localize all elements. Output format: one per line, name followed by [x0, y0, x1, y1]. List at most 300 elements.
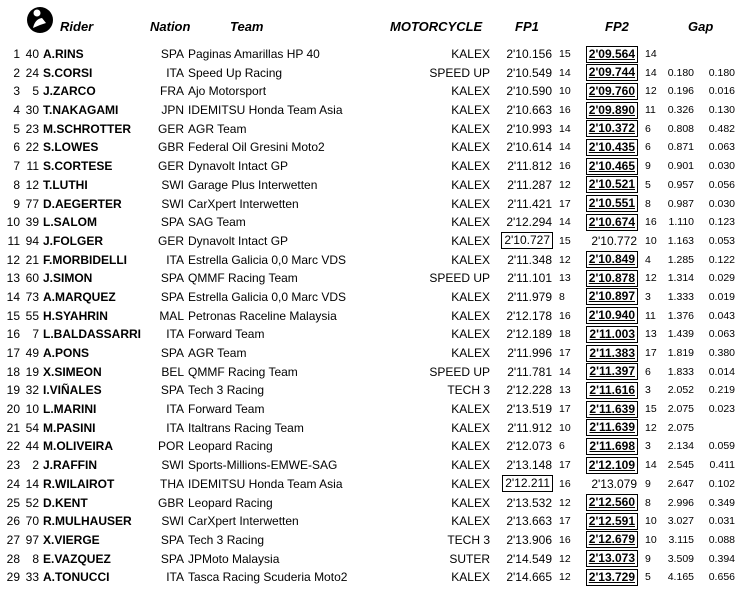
rider-number: 19	[25, 364, 39, 379]
rider-name: J.RAFFIN	[43, 458, 97, 473]
fp1-lap: 13	[559, 384, 571, 397]
rider-number: 60	[25, 271, 39, 286]
nation: SWI	[161, 177, 184, 192]
gap-to-previous: 0.030	[708, 197, 735, 210]
motorcycle: KALEX	[451, 196, 490, 211]
team-name: Speed Up Racing	[188, 65, 283, 80]
rider-number: 54	[25, 420, 39, 435]
gap-to-first: 0.901	[667, 160, 694, 173]
motorcycle: KALEX	[451, 308, 490, 323]
fp1-lap: 12	[559, 253, 571, 266]
team-name: Federal Oil Gresini Moto2	[188, 140, 325, 155]
gap-to-first: 3.509	[667, 552, 694, 565]
position: 22	[6, 439, 20, 454]
gap-to-previous: 0.014	[708, 365, 735, 378]
team-name: Forward Team	[188, 327, 265, 342]
fp1-time: 2'12.189	[506, 327, 552, 342]
gap-to-previous: 0.349	[708, 496, 735, 509]
gap-to-first: 2.075	[667, 403, 694, 416]
nation: JPN	[161, 103, 184, 118]
table-row	[0, 269, 745, 288]
fp1-time: 2'13.906	[506, 532, 552, 547]
fp2-lap: 10	[645, 515, 657, 528]
fp2-time: 2'13.079	[591, 476, 637, 491]
fp2-time: 2'11.639	[589, 401, 635, 416]
fp1-header: FP1	[515, 19, 539, 34]
gap-to-first: 2.052	[667, 384, 694, 397]
motorcycle: SPEED UP	[429, 364, 490, 379]
fp1-time: 2'11.912	[507, 420, 552, 435]
position: 10	[6, 215, 20, 230]
motorcycle: SUTER	[449, 551, 490, 566]
fp2-lap: 5	[645, 571, 651, 584]
nation: ITA	[166, 252, 184, 267]
fp1-time: 2'13.519	[506, 402, 552, 417]
rider-name: J.FOLGER	[43, 233, 104, 248]
table-row	[0, 288, 745, 307]
position: 4	[13, 103, 20, 118]
gap-to-first: 1.819	[667, 347, 694, 359]
rider-number: 8	[32, 551, 39, 566]
table-row	[0, 45, 745, 64]
gap-to-first: 2.075	[667, 421, 694, 434]
motorcycle: KALEX	[451, 47, 490, 61]
rider-name: M.PASINI	[43, 420, 96, 435]
fp1-time: 2'10.993	[506, 121, 552, 136]
table-row	[0, 251, 745, 270]
team-header: Team	[230, 19, 264, 34]
gap-to-first: 1.110	[668, 216, 694, 229]
nation: SPA	[160, 271, 184, 286]
nation-header: Nation	[150, 19, 191, 34]
table-row	[0, 213, 745, 232]
fp2-lap: 11	[645, 104, 656, 117]
fp1-lap: 8	[559, 290, 565, 303]
position: 24	[6, 476, 20, 491]
fp2-lap: 3	[645, 440, 651, 453]
fp1-time: 2'10.727	[504, 233, 550, 248]
gap-to-previous: 0.030	[708, 160, 735, 173]
table-row	[0, 400, 745, 419]
rider-number: 52	[25, 495, 39, 510]
rider-number: 70	[25, 514, 39, 529]
position: 6	[13, 140, 20, 155]
fp1-time: 2'11.348	[507, 252, 552, 267]
fp2-lap: 15	[645, 403, 657, 416]
table-row	[0, 456, 745, 475]
rider-name: T.NAKAGAMI	[43, 103, 119, 118]
fp2-time: 2'11.003	[589, 326, 635, 341]
motorcycle: KALEX	[451, 420, 490, 435]
gap-to-first: 1.314	[667, 272, 694, 285]
position: 28	[6, 551, 20, 566]
table-row	[0, 157, 745, 176]
motorcycle: TECH 3	[447, 383, 490, 398]
gap-to-previous: 0.029	[708, 272, 735, 285]
team-name: AGR Team	[188, 346, 247, 360]
nation: ITA	[166, 420, 184, 435]
motorcycle: KALEX	[451, 495, 490, 510]
rider-name: R.WILAIROT	[43, 476, 115, 491]
gap-to-first: 1.285	[667, 253, 694, 266]
gap-to-previous: 0.063	[708, 328, 735, 341]
fp1-lap: 14	[559, 66, 571, 79]
table-row	[0, 363, 745, 382]
nation: SWI	[161, 196, 184, 211]
gap-to-first: 1.376	[667, 309, 694, 322]
position: 9	[13, 196, 20, 211]
motorcycle: KALEX	[451, 252, 490, 267]
gap-to-previous: 0.122	[708, 253, 735, 266]
motorcycle: KALEX	[451, 439, 490, 454]
fp2-time: 2'10.372	[588, 121, 635, 136]
fp1-time: 2'13.663	[506, 514, 552, 529]
gap-to-previous: 0.043	[708, 309, 735, 322]
fp2-time: 2'10.940	[588, 308, 635, 323]
fp1-time: 2'10.663	[506, 103, 552, 118]
rider-name: A.MARQUEZ	[43, 289, 116, 304]
fp2-lap: 3	[645, 384, 651, 397]
table-row	[0, 195, 745, 214]
fp1-lap: 12	[559, 496, 571, 509]
fp1-lap: 16	[559, 309, 571, 322]
fp2-time: 2'11.383	[589, 345, 635, 360]
position: 17	[6, 346, 20, 360]
fp1-time: 2'11.781	[507, 364, 552, 379]
gap-to-first: 1.163	[667, 234, 694, 247]
fp1-time: 2'10.590	[506, 84, 552, 99]
fp1-lap: 15	[559, 48, 571, 60]
fp2-lap: 14	[645, 66, 657, 79]
position: 7	[13, 159, 20, 174]
position: 11	[7, 233, 20, 248]
table-row	[0, 82, 745, 101]
gap-to-first: 0.196	[667, 85, 694, 98]
fp2-lap: 5	[645, 178, 651, 191]
motorcycle: KALEX	[451, 402, 490, 417]
fp2-time: 2'11.698	[589, 438, 635, 453]
table-row	[0, 64, 745, 83]
position: 25	[6, 495, 20, 510]
gap-to-first: 2.545	[667, 459, 694, 472]
gap-header: Gap	[688, 19, 714, 34]
team-name: Forward Team	[188, 402, 265, 417]
fp2-lap: 12	[645, 85, 657, 98]
team-name: Leopard Racing	[188, 495, 273, 510]
rider-name: D.AEGERTER	[43, 196, 122, 211]
motorcycle: KALEX	[451, 458, 490, 473]
gap-to-first: 0.808	[667, 122, 694, 135]
fp2-lap: 6	[645, 365, 651, 378]
table-row	[0, 494, 745, 513]
gap-to-first: 0.326	[667, 104, 694, 117]
fp2-lap: 9	[645, 160, 651, 173]
rider-number: 94	[25, 233, 39, 248]
nation: FRA	[160, 84, 184, 99]
fp1-time: 2'10.156	[506, 47, 552, 61]
position: 21	[6, 420, 20, 435]
gap-to-previous: 0.123	[708, 216, 735, 229]
rider-number: 10	[25, 402, 39, 417]
fp2-lap: 6	[645, 141, 651, 154]
team-name: IDEMITSU Honda Team Asia	[188, 103, 343, 118]
rider-name: L.SALOM	[43, 215, 97, 230]
fp1-lap: 14	[559, 216, 571, 229]
rider-name: X.SIMEON	[43, 364, 102, 379]
rider-name: I.VIÑALES	[43, 383, 102, 398]
motorcycle: KALEX	[451, 233, 490, 248]
rider-name: D.KENT	[43, 495, 88, 510]
fp1-time: 2'11.812	[507, 159, 552, 174]
fp2-lap: 4	[645, 253, 651, 266]
position: 3	[13, 84, 20, 99]
gap-to-previous: 0.023	[708, 403, 735, 416]
nation: POR	[157, 439, 184, 454]
position: 16	[6, 327, 20, 342]
fp1-lap: 15	[559, 234, 571, 247]
fp1-lap: 17	[559, 459, 571, 472]
team-name: Tech 3 Racing	[188, 532, 265, 547]
team-name: Tech 3 Racing	[188, 383, 265, 398]
nation: GER	[157, 233, 184, 248]
fp2-time: 2'10.897	[588, 289, 635, 304]
gap-to-previous: 0.219	[708, 384, 735, 397]
fp1-time: 2'11.101	[507, 271, 552, 286]
fp1-time: 2'11.421	[507, 196, 552, 211]
team-name: Paginas Amarillas HP 40	[188, 47, 320, 61]
fp1-lap: 17	[559, 403, 571, 416]
gap-to-first: 0.987	[667, 197, 694, 210]
nation: SPA	[160, 215, 184, 230]
rider-name: L.MARINI	[43, 402, 97, 417]
position: 2	[13, 65, 20, 80]
rider-name: R.MULHAUSER	[43, 514, 132, 529]
team-name: AGR Team	[188, 121, 247, 136]
fp2-lap: 9	[645, 552, 651, 565]
nation: ITA	[166, 402, 184, 417]
gap-to-first: 1.439	[667, 328, 694, 341]
fp1-time: 2'12.228	[506, 383, 552, 398]
rider-number: 97	[25, 532, 39, 547]
fp1-lap: 13	[559, 272, 571, 285]
rider-number: 7	[32, 327, 39, 342]
position: 1	[13, 47, 20, 61]
gap-to-first: 2.647	[667, 477, 694, 490]
gap-to-previous: 0.053	[708, 234, 735, 247]
fp2-time: 2'09.744	[588, 65, 635, 80]
rider-number: 24	[25, 65, 39, 80]
team-name: Tasca Racing Scuderia Moto2	[188, 570, 348, 585]
nation: SPA	[160, 551, 184, 566]
fp2-time: 2'12.109	[588, 457, 635, 472]
motorcycle: KALEX	[451, 103, 490, 118]
rider-name: A.TONUCCI	[43, 570, 110, 585]
gap-to-previous: 0.380	[708, 347, 735, 359]
team-name: Italtrans Racing Team	[188, 420, 304, 435]
fp1-time: 2'13.532	[506, 495, 552, 510]
nation: SPA	[160, 383, 184, 398]
fp1-lap: 12	[559, 178, 571, 191]
position: 29	[6, 570, 20, 585]
gap-to-previous: 0.394	[708, 552, 735, 565]
fp2-time: 2'11.616	[589, 382, 635, 397]
fp2-lap: 10	[645, 234, 657, 247]
rider-header: Rider	[60, 19, 94, 34]
nation: ITA	[166, 570, 184, 585]
nation: GBR	[157, 140, 184, 155]
nation: GER	[157, 159, 184, 174]
fp1-lap: 14	[559, 122, 571, 135]
gap-to-previous: 0.031	[708, 515, 735, 528]
gap-to-first: 0.180	[667, 66, 694, 79]
fp2-lap: 8	[645, 496, 651, 509]
fp1-lap: 12	[559, 571, 571, 584]
motorbike-rider-icon	[26, 6, 54, 34]
team-name: JPMoto Malaysia	[188, 551, 280, 566]
rider-name: J.ZARCO	[43, 84, 96, 99]
nation: ITA	[166, 327, 184, 342]
gap-to-previous: 0.063	[708, 141, 735, 154]
gap-to-first: 3.027	[667, 515, 694, 528]
rider-number: 55	[25, 308, 39, 323]
fp2-time: 2'10.435	[588, 139, 635, 154]
rider-number: 2	[32, 458, 39, 473]
fp1-lap: 14	[559, 141, 571, 154]
gap-to-previous: 0.088	[708, 533, 735, 546]
fp1-lap: 16	[559, 533, 571, 546]
nation: SPA	[160, 532, 184, 547]
position: 19	[6, 383, 20, 398]
fp1-lap: 10	[559, 421, 571, 434]
fp2-time: 2'13.729	[588, 569, 635, 584]
rider-name: M.OLIVEIRA	[43, 439, 114, 454]
rider-name: H.SYAHRIN	[43, 308, 108, 323]
rider-number: 14	[25, 476, 39, 491]
fp2-lap: 13	[645, 328, 657, 341]
fp1-lap: 10	[559, 85, 571, 98]
fp1-time: 2'13.148	[506, 458, 552, 473]
table-row	[0, 120, 745, 139]
motorcycle: KALEX	[451, 570, 490, 585]
nation: SWI	[161, 458, 184, 473]
position: 27	[6, 532, 20, 547]
fp2-time: 2'10.849	[588, 252, 635, 267]
fp2-lap: 10	[645, 533, 657, 546]
fp2-time: 2'10.674	[588, 214, 635, 229]
motorcycle-header: MOTORCYCLE	[390, 19, 483, 34]
gap-to-previous: 0.056	[708, 178, 735, 191]
fp1-time: 2'12.178	[506, 308, 552, 323]
gap-to-previous: 0.482	[708, 122, 735, 135]
fp2-lap: 16	[645, 216, 657, 229]
fp1-lap: 17	[559, 197, 571, 210]
rider-name: M.SCHROTTER	[43, 121, 131, 136]
fp2-time: 2'12.560	[588, 495, 635, 509]
fp2-time: 2'10.772	[591, 233, 637, 248]
gap-to-previous: 0.180	[708, 66, 735, 79]
nation: SWI	[161, 514, 184, 529]
fp2-time: 2'09.890	[588, 102, 635, 117]
rider-number: 5	[32, 84, 39, 99]
gap-to-previous: 0.019	[708, 290, 735, 303]
rider-name: X.VIERGE	[43, 532, 100, 547]
rider-number: 30	[25, 103, 39, 118]
fp2-time: 2'11.639	[589, 420, 635, 435]
fp2-lap: 11	[645, 309, 656, 322]
fp1-time: 2'12.073	[506, 439, 552, 454]
gap-to-first: 4.165	[667, 571, 694, 584]
table-row	[0, 344, 745, 363]
fp2-header: FP2	[605, 19, 629, 34]
rider-name: E.VAZQUEZ	[43, 551, 111, 566]
team-name: IDEMITSU Honda Team Asia	[188, 476, 343, 491]
rider-number: 22	[25, 140, 39, 155]
table-header	[0, 0, 745, 40]
position: 13	[6, 271, 20, 286]
table-row	[0, 550, 745, 569]
motorcycle: KALEX	[451, 514, 490, 529]
fp1-time: 2'11.996	[507, 346, 552, 360]
gap-to-previous: 0.656	[708, 571, 735, 584]
gap-to-first: 0.871	[667, 141, 694, 154]
team-name: QMMF Racing Team	[188, 364, 298, 379]
fp2-time: 2'12.679	[588, 532, 635, 547]
position: 8	[13, 177, 20, 192]
rider-name: L.BALDASSARRI	[43, 327, 141, 342]
nation: GBR	[157, 495, 184, 510]
gap-to-first: 3.115	[668, 533, 694, 546]
rider-name: T.LUTHI	[43, 177, 88, 192]
rider-name: A.PONS	[43, 346, 90, 360]
rider-number: 33	[25, 570, 39, 585]
nation: ITA	[166, 65, 184, 80]
table-row	[0, 531, 745, 550]
fp2-lap: 3	[645, 290, 651, 303]
fp2-time: 2'12.591	[588, 513, 635, 528]
fp1-time: 2'10.614	[506, 140, 552, 155]
rider-number: 11	[26, 159, 39, 174]
position: 5	[13, 121, 20, 136]
motorcycle: KALEX	[451, 346, 490, 360]
motorcycle: KALEX	[451, 84, 490, 99]
motorcycle: SPEED UP	[429, 65, 490, 80]
nation: MAL	[159, 308, 184, 323]
nation: SPA	[160, 47, 184, 61]
rider-number: 23	[25, 121, 39, 136]
rider-number: 40	[25, 47, 39, 61]
motorcycle: KALEX	[451, 121, 490, 136]
motorcycle: KALEX	[451, 159, 490, 174]
fp1-lap: 16	[559, 477, 571, 490]
motorcycle: KALEX	[451, 289, 490, 304]
table-row	[0, 437, 745, 456]
team-name: Leopard Racing	[188, 439, 273, 454]
fp2-lap: 12	[645, 272, 657, 285]
fp1-time: 2'10.549	[506, 65, 552, 80]
fp1-time: 2'14.549	[506, 551, 552, 566]
fp2-lap: 12	[645, 421, 657, 434]
table-row	[0, 232, 745, 251]
fp1-lap: 6	[559, 440, 565, 453]
fp1-time: 2'11.287	[507, 177, 552, 192]
motorcycle: SPEED UP	[429, 271, 490, 286]
rider-number: 49	[25, 346, 39, 360]
table-row	[0, 381, 745, 400]
rider-name: F.MORBIDELLI	[43, 252, 127, 267]
rider-name: S.CORSI	[43, 65, 93, 80]
fp2-time: 2'13.073	[588, 551, 635, 566]
fp2-lap: 14	[645, 48, 657, 60]
